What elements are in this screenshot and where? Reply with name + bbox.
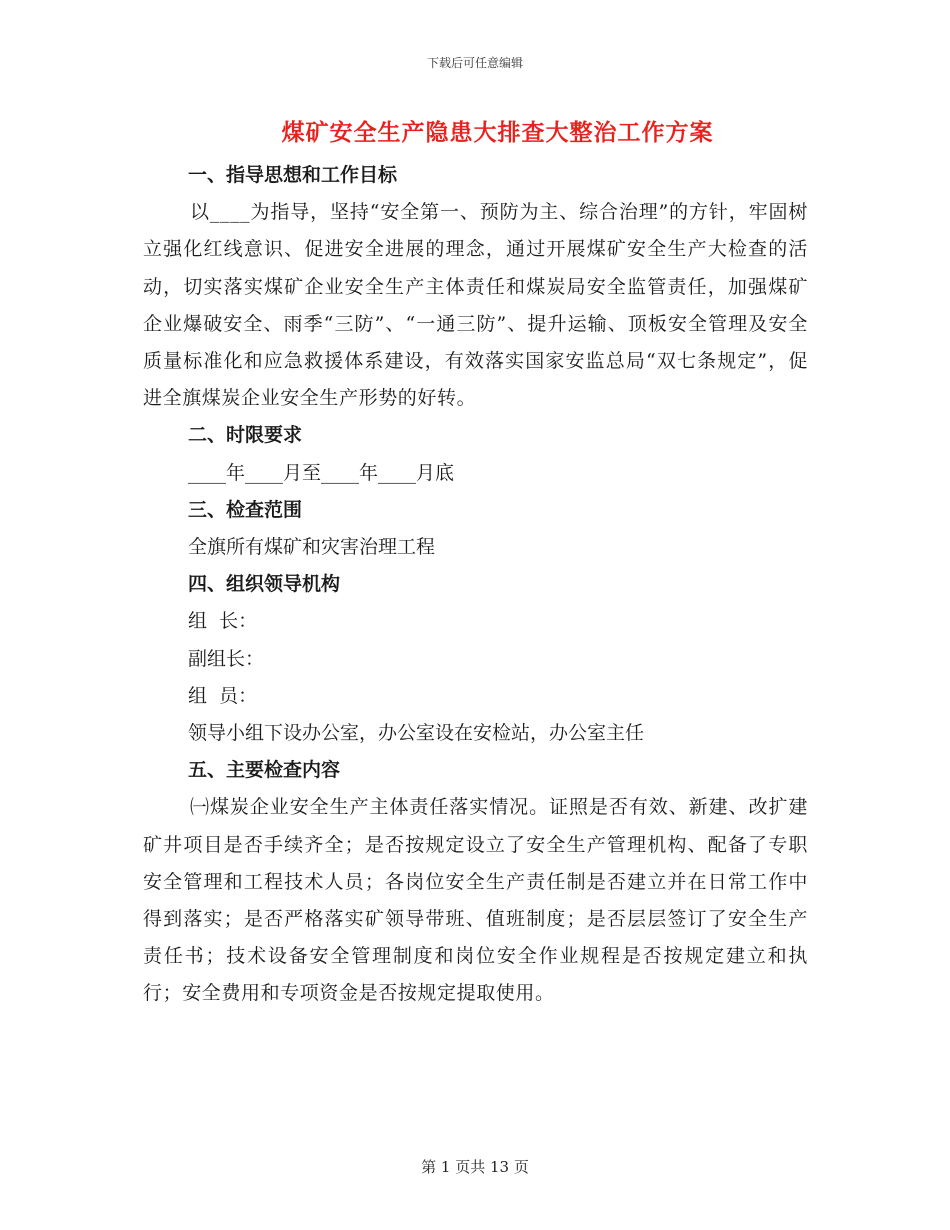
section-heading-4: 四、组织领导机构 [188, 573, 341, 596]
page-footer: 第 1 页共 13 页 [421, 1158, 529, 1176]
group-member-line: 组 员： [188, 684, 258, 707]
section-heading-3: 三、检查范围 [188, 498, 303, 521]
document-title: 煤矿安全生产隐患大排查大整治工作方案 [281, 119, 714, 146]
deputy-leader-line: 副组长： [188, 647, 265, 670]
page-header-note: 下载后可任意编辑 [426, 56, 523, 70]
section-5-paragraph: ㈠煤炭企业安全生产主体责任落实情况。证照是否有效、新建、改扩建矿井项目是否手续齐全；是否按规定设立了安全生产管理机构、配备了专职安全管理和工程技术人员；各岗位安全生产责任制是否建立并在日常工作中得到落实；是否严格落实矿领导带班、值班制度；是否层层签订了安全生产责任书；技术设备安全管理制度和岗位安全作业规程是否按规定建立和执行；安全费用和专项资金是否按规定提取使用。 [143, 796, 808, 1005]
scope-line: 全旗所有煤矿和灾害治理工程 [188, 536, 436, 559]
section-heading-2: 二、时限要求 [188, 424, 303, 447]
section-1-paragraph: 以____为指导，坚持“安全第一、预防为主、综合治理”的方针，牢固树立强化红线意识、促进安全进展的理念，通过开展煤矿安全生产大检查的活动，切实落实煤矿企业安全生产主体责任和煤炭局安全监管责任，加强煤矿企业爆破安全、雨季“三防”、“一通三防”、提升运输、顶板安全管理及安全质量标准化和应急救援体系建设，有效落实国家安监总局“双七条规定”，促进全旗煤炭企业安全生产形势的好转。 [143, 201, 808, 410]
section-heading-1: 一、指导思想和工作目标 [188, 164, 398, 186]
group-leader-line: 组 长： [188, 610, 258, 633]
section-heading-5: 五、主要检查内容 [188, 759, 341, 782]
office-line: 领导小组下设办公室，办公室设在安检站，办公室主任 [188, 722, 645, 745]
time-limit-line: ____年____月至____年____月底 [188, 461, 455, 484]
document-body [143, 157, 808, 1013]
